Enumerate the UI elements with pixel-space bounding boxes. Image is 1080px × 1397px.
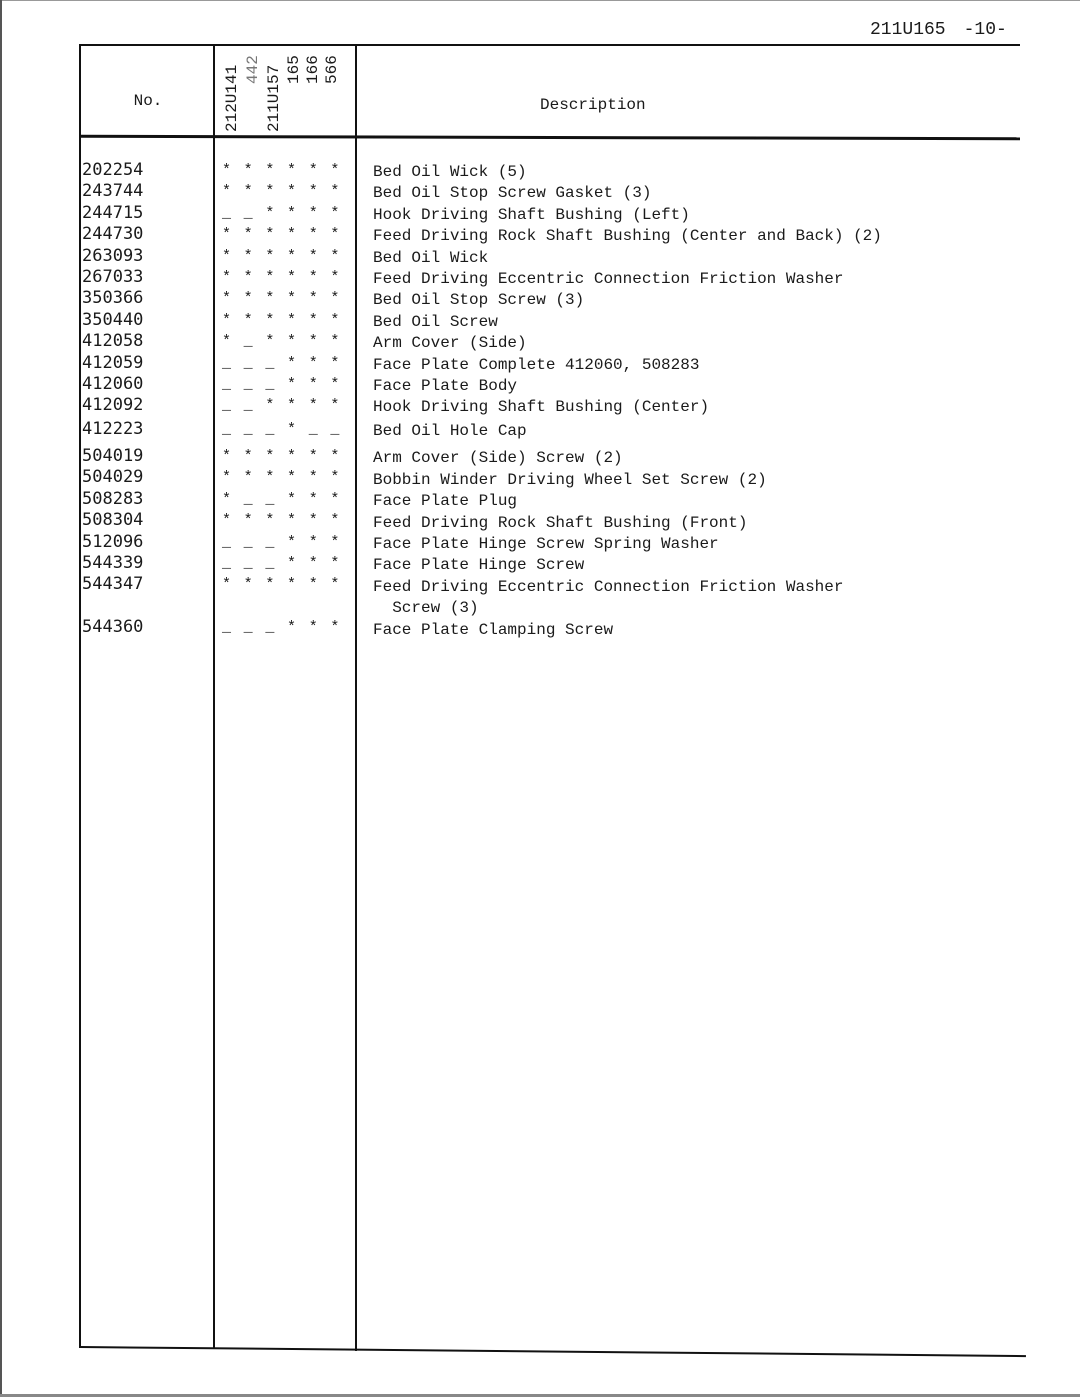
not-applicable-mark: _ xyxy=(243,618,253,636)
applies-mark: * xyxy=(265,333,275,351)
description-column xyxy=(373,162,1023,641)
applies-mark: * xyxy=(222,469,232,487)
part-number: 512096 xyxy=(82,531,144,552)
not-applicable-mark: _ xyxy=(222,420,232,438)
applies-mark: * xyxy=(330,354,340,372)
header-number: No. xyxy=(133,92,163,110)
part-number: 412060 xyxy=(82,373,144,394)
applies-mark: * xyxy=(308,375,318,393)
applies-mark: * xyxy=(265,226,275,244)
part-description: Feed Driving Rock Shaft Bushing (Center and Back) (2) xyxy=(373,227,882,246)
part-description: Hook Driving Shaft Bushing (Center) xyxy=(373,398,710,417)
model-marks-row xyxy=(222,310,352,331)
applies-mark: * xyxy=(287,397,297,415)
applies-mark: * xyxy=(330,311,340,329)
model-label: 566 xyxy=(323,55,341,84)
applies-mark: * xyxy=(330,618,340,636)
part-number: 350366 xyxy=(82,288,144,309)
page-header xyxy=(870,20,1007,40)
model-marks-row xyxy=(222,353,352,374)
applies-mark: * xyxy=(287,204,297,222)
applies-mark: * xyxy=(243,226,253,244)
part-description: Face Plate Hinge Screw xyxy=(373,556,585,575)
model-marks-row xyxy=(222,446,352,467)
not-applicable-mark: _ xyxy=(243,555,253,573)
applies-mark: * xyxy=(330,162,340,179)
model-label: 165 xyxy=(285,55,303,84)
applies-mark: * xyxy=(265,576,275,594)
model-marks-row xyxy=(222,395,352,416)
not-applicable-mark: _ xyxy=(265,490,275,508)
part-number: 544360 xyxy=(82,616,144,637)
model-marks-row xyxy=(222,288,352,309)
column-divider-models xyxy=(213,44,215,1349)
part-number: 412059 xyxy=(82,352,144,373)
model-marks-row xyxy=(222,267,352,288)
applies-mark: * xyxy=(287,333,297,351)
applies-mark: * xyxy=(308,469,318,487)
applies-mark: * xyxy=(308,311,318,329)
model-marks-row xyxy=(222,224,352,245)
applies-mark: * xyxy=(243,290,253,308)
applies-mark: * xyxy=(308,162,318,179)
not-applicable-mark: _ xyxy=(265,354,275,372)
applies-mark: * xyxy=(308,204,318,222)
applies-mark: * xyxy=(222,247,232,265)
applies-mark: * xyxy=(308,354,318,372)
model-reference: 211U165 xyxy=(870,20,946,40)
applies-mark: * xyxy=(222,311,232,329)
applies-mark: * xyxy=(330,448,340,466)
applies-mark: * xyxy=(287,354,297,372)
model-label: 442 xyxy=(244,55,262,84)
part-number: 412223 xyxy=(82,418,144,439)
applies-mark: * xyxy=(243,469,253,487)
header-models xyxy=(222,48,352,132)
applies-mark: * xyxy=(265,162,275,179)
applies-mark: * xyxy=(330,490,340,508)
part-number: 412058 xyxy=(82,331,144,352)
applies-mark: * xyxy=(265,448,275,466)
applies-mark: * xyxy=(308,290,318,308)
not-applicable-mark: _ xyxy=(243,333,253,351)
applies-mark: * xyxy=(243,512,253,530)
model-marks-row xyxy=(222,532,352,553)
applies-mark: * xyxy=(222,226,232,244)
applies-mark: * xyxy=(287,533,297,551)
applies-mark: * xyxy=(330,183,340,201)
not-applicable-mark: _ xyxy=(243,533,253,551)
applies-mark: * xyxy=(330,247,340,265)
part-number: 504019 xyxy=(82,446,144,467)
not-applicable-mark: _ xyxy=(265,555,275,573)
applies-mark: * xyxy=(287,448,297,466)
part-number-column xyxy=(82,160,212,638)
applies-mark: * xyxy=(265,397,275,415)
part-number: 263093 xyxy=(82,245,144,266)
table-left-border xyxy=(79,44,81,1348)
applies-mark: * xyxy=(330,204,340,222)
part-description: Arm Cover (Side) Screw (2) xyxy=(373,449,623,468)
applies-mark: * xyxy=(265,469,275,487)
applies-mark: * xyxy=(265,311,275,329)
applies-mark: * xyxy=(287,555,297,573)
applies-mark: * xyxy=(308,576,318,594)
not-applicable-mark: _ xyxy=(222,618,232,636)
applies-mark: * xyxy=(287,512,297,530)
applies-mark: * xyxy=(330,333,340,351)
part-description: Feed Driving Eccentric Connection Friction Washer xyxy=(373,577,844,596)
not-applicable-mark: _ xyxy=(265,533,275,551)
applies-mark: * xyxy=(330,533,340,551)
model-marks-row xyxy=(222,160,352,181)
applies-mark: * xyxy=(287,226,297,244)
applies-mark: * xyxy=(287,576,297,594)
part-number: 350440 xyxy=(82,309,144,330)
applies-mark: * xyxy=(287,183,297,201)
part-number: 244730 xyxy=(82,224,144,245)
applies-mark: * xyxy=(308,268,318,286)
applies-mark: * xyxy=(287,420,297,438)
applies-mark: * xyxy=(222,290,232,308)
applies-mark: * xyxy=(222,333,232,351)
part-description: Bobbin Winder Driving Wheel Set Screw (2) xyxy=(373,470,767,489)
not-applicable-mark: _ xyxy=(243,375,253,393)
model-marks-row xyxy=(222,617,352,638)
part-description: Bed Oil Wick xyxy=(373,248,489,267)
part-description: Bed Oil Wick (5) xyxy=(373,163,527,181)
applies-mark: * xyxy=(243,247,253,265)
part-description: Face Plate Clamping Screw xyxy=(373,620,614,639)
applies-mark: * xyxy=(287,618,297,636)
part-number: 202254 xyxy=(82,160,144,180)
applies-mark: * xyxy=(222,448,232,466)
applies-mark: * xyxy=(265,183,275,201)
applies-mark: * xyxy=(265,204,275,222)
not-applicable-mark: _ xyxy=(330,420,340,438)
column-divider-description xyxy=(355,44,357,1351)
part-number: 544347 xyxy=(82,574,144,595)
not-applicable-mark: _ xyxy=(265,420,275,438)
model-marks-row xyxy=(222,203,352,224)
part-description: Face Plate Hinge Screw Spring Washer xyxy=(373,534,719,553)
applies-mark: * xyxy=(265,268,275,286)
applies-mark: * xyxy=(308,490,318,508)
not-applicable-mark: _ xyxy=(222,354,232,372)
not-applicable-mark: _ xyxy=(243,354,253,372)
model-marks-row xyxy=(222,467,352,488)
applies-mark: * xyxy=(243,311,253,329)
applies-mark: * xyxy=(308,555,318,573)
part-description: Bed Oil Screw xyxy=(373,312,498,331)
not-applicable-mark: _ xyxy=(243,490,253,508)
not-applicable-mark: _ xyxy=(222,533,232,551)
applies-mark: * xyxy=(243,448,253,466)
applies-mark: * xyxy=(330,397,340,415)
applies-mark: * xyxy=(308,397,318,415)
model-label: 211U157 xyxy=(265,64,283,132)
applies-mark: * xyxy=(287,311,297,329)
model-label: 166 xyxy=(304,55,322,84)
applies-mark: * xyxy=(308,448,318,466)
applies-mark: * xyxy=(287,469,297,487)
not-applicable-mark: _ xyxy=(308,420,318,438)
applies-mark: * xyxy=(330,375,340,393)
part-number: 504029 xyxy=(82,467,144,488)
model-marks-row xyxy=(222,181,352,202)
model-marks-row xyxy=(222,553,352,574)
model-marks-row xyxy=(222,374,352,395)
page-edge-left xyxy=(0,0,2,1397)
table-bottom-border xyxy=(80,1346,1026,1357)
applies-mark: * xyxy=(222,576,232,594)
applies-mark: * xyxy=(265,247,275,265)
part-description-continued: Screw (3) xyxy=(373,599,479,618)
model-label: 212U141 xyxy=(223,64,241,132)
part-number: 243744 xyxy=(82,181,144,202)
model-marks-row xyxy=(222,574,352,595)
applies-mark: * xyxy=(330,226,340,244)
applies-mark: * xyxy=(330,576,340,594)
not-applicable-mark: _ xyxy=(243,204,253,222)
applies-mark: * xyxy=(243,183,253,201)
applies-mark: * xyxy=(330,268,340,286)
part-number: 508283 xyxy=(82,488,144,509)
part-number: 244715 xyxy=(82,202,144,223)
part-description: Face Plate Complete 412060, 508283 xyxy=(373,355,700,374)
applies-mark: * xyxy=(330,512,340,530)
applies-mark: * xyxy=(308,333,318,351)
model-marks-row xyxy=(222,419,352,440)
header-description: Description xyxy=(540,96,646,114)
applies-mark: * xyxy=(243,268,253,286)
applies-mark: * xyxy=(287,247,297,265)
not-applicable-mark: _ xyxy=(243,397,253,415)
applies-mark: * xyxy=(308,226,318,244)
part-description: Feed Driving Eccentric Connection Friction Washer xyxy=(373,270,844,289)
applies-mark: * xyxy=(243,162,253,179)
part-description: Face Plate Body xyxy=(373,377,518,396)
applies-mark: * xyxy=(243,576,253,594)
not-applicable-mark: _ xyxy=(265,375,275,393)
applies-mark: * xyxy=(222,490,232,508)
table-top-border xyxy=(80,44,1020,46)
part-description: Bed Oil Hole Cap xyxy=(373,421,527,440)
header-bottom-border xyxy=(80,135,1020,140)
part-description: Arm Cover (Side) xyxy=(373,334,527,353)
not-applicable-mark: _ xyxy=(222,375,232,393)
applies-mark: * xyxy=(308,618,318,636)
not-applicable-mark: _ xyxy=(243,420,253,438)
applies-mark: * xyxy=(265,290,275,308)
applies-mark: * xyxy=(265,512,275,530)
applies-mark: * xyxy=(287,375,297,393)
applies-mark: * xyxy=(308,533,318,551)
page-edge-top xyxy=(0,0,1080,1)
applies-mark: * xyxy=(222,162,232,179)
model-marks-row xyxy=(222,246,352,267)
part-description: Bed Oil Stop Screw (3) xyxy=(373,291,585,310)
applies-mark: * xyxy=(308,512,318,530)
applies-mark: * xyxy=(287,290,297,308)
applies-mark: * xyxy=(330,469,340,487)
not-applicable-mark: _ xyxy=(222,204,232,222)
applies-mark: * xyxy=(222,183,232,201)
part-description: Hook Driving Shaft Bushing (Left) xyxy=(373,205,690,224)
model-marks-row xyxy=(222,510,352,531)
not-applicable-mark: _ xyxy=(222,397,232,415)
part-description: Feed Driving Rock Shaft Bushing (Front) xyxy=(373,513,748,532)
part-description: Bed Oil Stop Screw Gasket (3) xyxy=(373,184,652,203)
applies-mark: * xyxy=(222,512,232,530)
part-number: 508304 xyxy=(82,510,144,531)
part-number: 544339 xyxy=(82,553,144,574)
applies-mark: * xyxy=(330,555,340,573)
applies-mark: * xyxy=(308,183,318,201)
model-marks-row xyxy=(222,331,352,352)
part-number: 267033 xyxy=(82,266,144,287)
page-number: -10- xyxy=(963,20,1007,40)
not-applicable-mark: _ xyxy=(222,555,232,573)
model-marks-column xyxy=(222,160,352,638)
applies-mark: * xyxy=(222,268,232,286)
model-marks-row xyxy=(222,489,352,510)
not-applicable-mark: _ xyxy=(265,618,275,636)
part-number: 412092 xyxy=(82,395,144,416)
applies-mark: * xyxy=(330,290,340,308)
part-description: Face Plate Plug xyxy=(373,492,518,511)
applies-mark: * xyxy=(308,247,318,265)
applies-mark: * xyxy=(287,268,297,286)
applies-mark: * xyxy=(287,162,297,179)
applies-mark: * xyxy=(287,490,297,508)
